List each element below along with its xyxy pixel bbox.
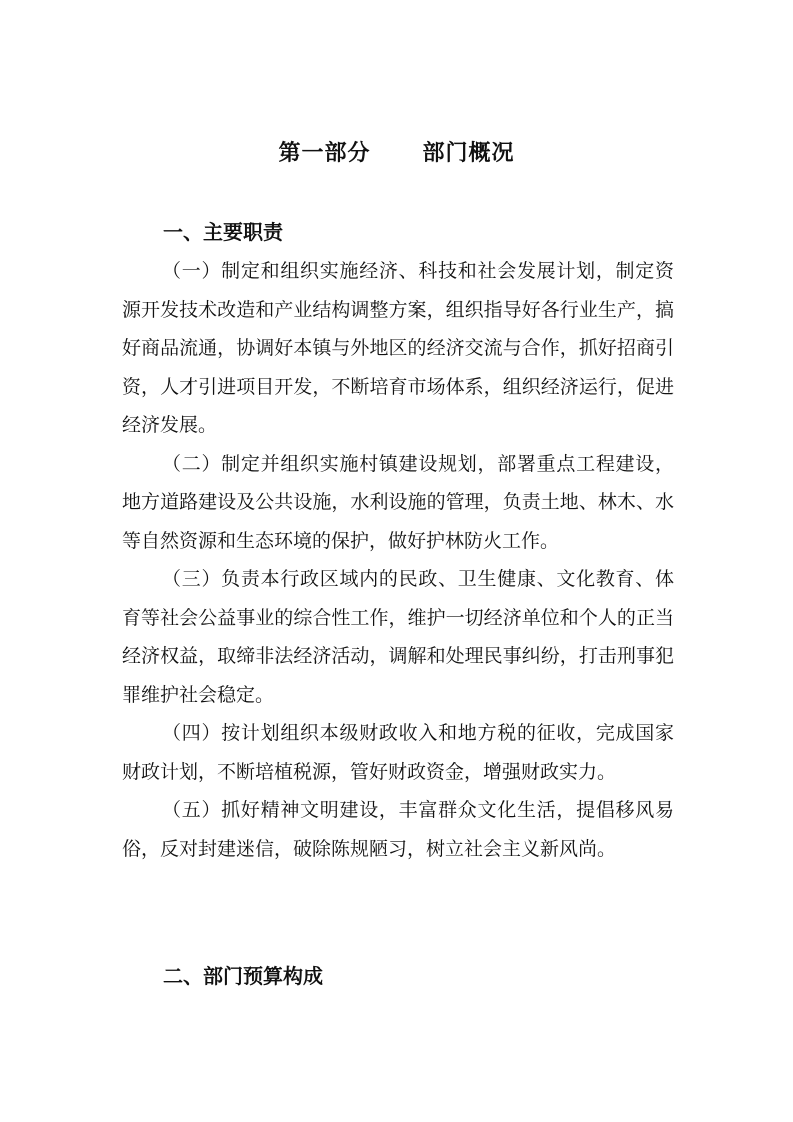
section-heading-main-duties: 一、主要职责: [163, 220, 283, 244]
duty-paragraph-1: （一）制定和组织实施经济、科技和社会发展计划，制定资源开发技术改造和产业结构调整方案，组织指导好各行业生产，搞好商品流通，协调好本镇与外地区的经济交流与合作，抓好招商引资，人才引进项目开发，不断培育市场体系，组织经济运行，促进经济发展。: [122, 260, 674, 436]
duty-paragraph-4: （四）按计划组织本级财政收入和地方税的征收，完成国家财政计划，不断培植税源，管好财政资金，增强财政实力。: [122, 722, 674, 783]
section-heading-budget-composition: 二、部门预算构成: [163, 964, 323, 988]
duty-paragraph-2: （二）制定并组织实施村镇建设规划，部署重点工程建设，地方道路建设及公共设施，水利设施的管理，负责土地、林木、水等自然资源和生态环境的保护，做好护林防火工作。: [122, 452, 674, 552]
page-title: 第一部分 部门概况: [278, 141, 515, 166]
duty-paragraph-3: （三）负责本行政区域内的民政、卫生健康、文化教育、体育等社会公益事业的综合性工作，维护一切经济单位和个人的正当经济权益，取缔非法经济活动，调解和处理民事纠纷，打击刑事犯罪维护社会稳定。: [122, 568, 674, 706]
duty-paragraph-5: （五）抓好精神文明建设，丰富群众文化生活，提倡移风易俗，反对封建迷信，破除陈规陋习，树立社会主义新风尚。: [122, 799, 674, 860]
section-body-main-duties: [122, 252, 674, 868]
